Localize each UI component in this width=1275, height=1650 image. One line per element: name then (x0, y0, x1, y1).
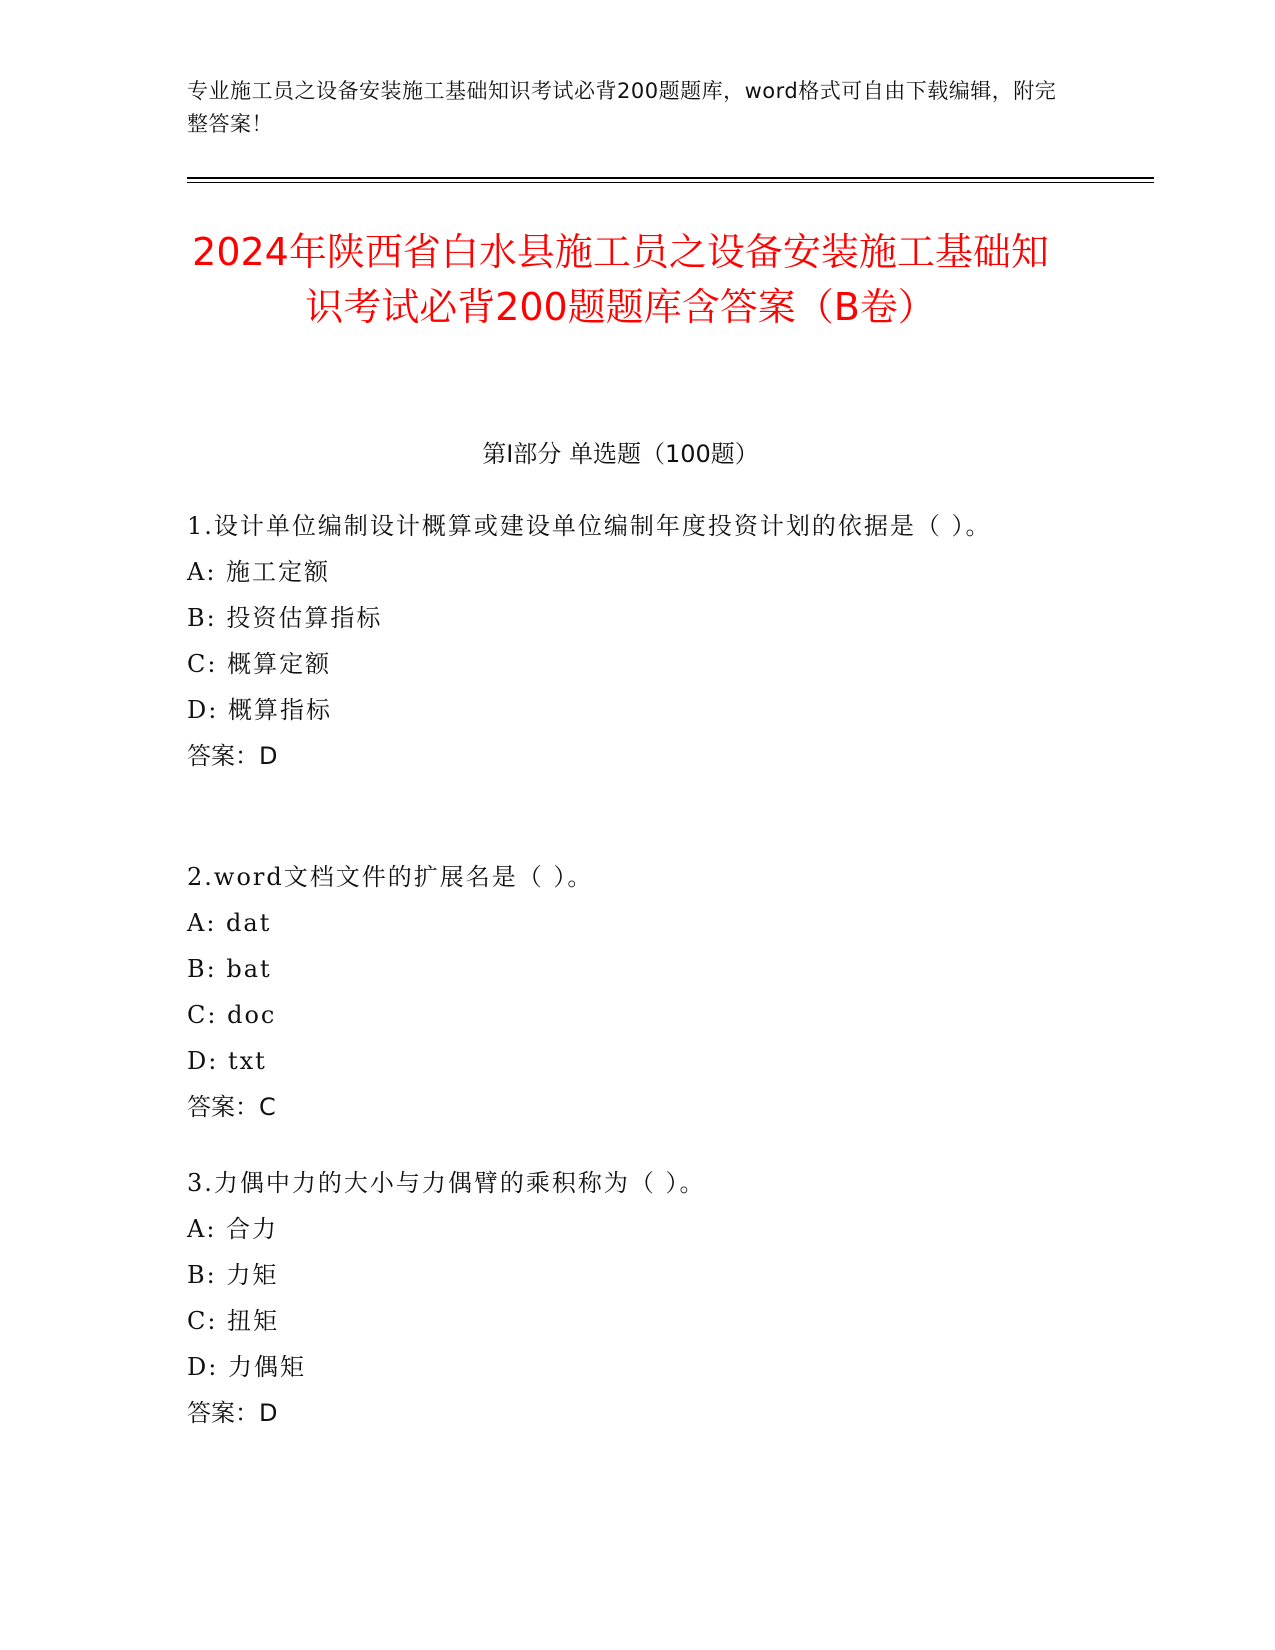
question-3 (187, 1160, 1067, 1436)
answer: 答案：D (187, 1399, 278, 1427)
option-a: A: dat (187, 909, 272, 937)
option-b: B: bat (187, 955, 272, 983)
option-a: A: 合力 (187, 1215, 279, 1243)
answer: 答案：D (187, 742, 278, 770)
option-b: B: 力矩 (187, 1261, 279, 1289)
question-stem: 3.力偶中力的大小与力偶臂的乘积称为（ ）。 (187, 1169, 706, 1197)
option-d: D: 概算指标 (187, 696, 332, 724)
option-b: B: 投资估算指标 (187, 604, 383, 632)
question-2 (187, 854, 1067, 1130)
header-note: 专业施工员之设备安装施工基础知识考试必背200题题库，word格式可自由下载编辑，附完整答案！ (187, 79, 1057, 136)
option-d: D: txt (187, 1047, 267, 1075)
header-divider-thick (187, 177, 1154, 179)
option-c: C: 扭矩 (187, 1307, 280, 1335)
section-heading: 第I部分 单选题（100题） (482, 440, 759, 468)
document-title: 2024年陕西省白水县施工员之设备安装施工基础知识考试必背200题题库含答案（B卷） (192, 230, 1049, 329)
header-divider-thin (187, 182, 1154, 183)
option-c: C: 概算定额 (187, 650, 332, 678)
question-stem: 2.word文档文件的扩展名是（ ）。 (187, 863, 594, 891)
option-d: D: 力偶矩 (187, 1353, 306, 1381)
option-c: C: doc (187, 1001, 277, 1029)
answer: 答案：C (187, 1093, 276, 1121)
option-a: A: 施工定额 (187, 558, 331, 586)
question-1 (187, 503, 1067, 779)
question-stem: 1.设计单位编制设计概算或建设单位编制年度投资计划的依据是（ ）。 (187, 512, 992, 540)
